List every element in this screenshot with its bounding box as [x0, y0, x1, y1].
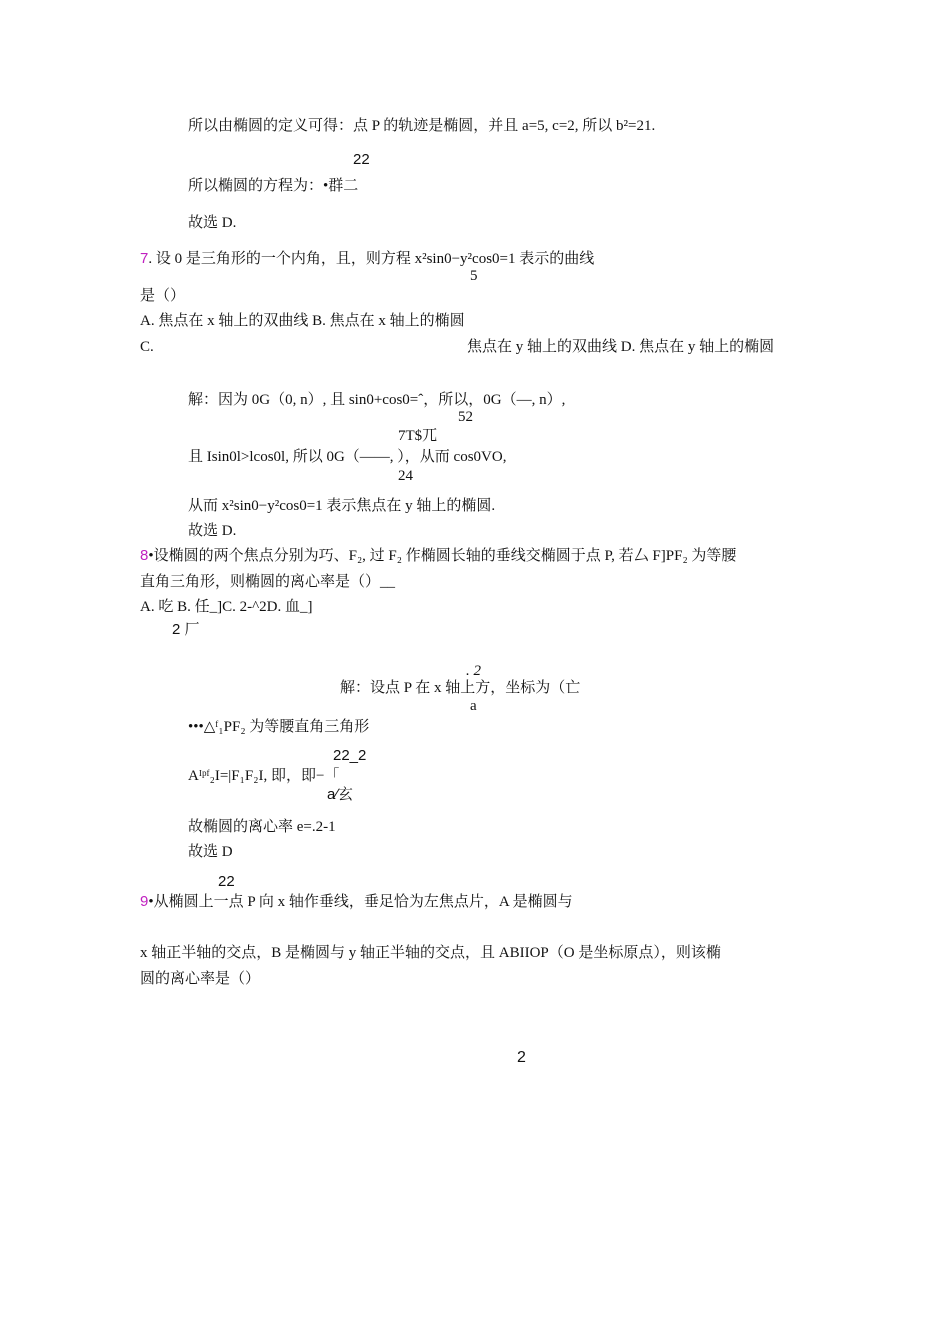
page-number: 2 — [517, 1049, 526, 1066]
question-number: 9 — [140, 893, 149, 910]
option-label: C. — [140, 339, 154, 355]
question-8 — [140, 547, 736, 565]
solution-line: 从而 x²sin0−y²cos0=1 表示焦点在 y 轴上的椭圆. — [188, 498, 496, 514]
solution-line: 且 Isin0l>lcos0l, 所以 0G（——, ），从而 cos0VO, — [188, 449, 507, 465]
text-line: 圆的离心率是（） — [140, 971, 261, 987]
question-number: 7 — [140, 250, 149, 267]
question-9 — [140, 893, 573, 911]
fraction-numerator: 7T$兀 — [398, 428, 438, 444]
solution-line: 解：设点 P 在 x 轴上方，坐标为（亡 — [340, 680, 581, 696]
question-7 — [140, 250, 594, 268]
answer-options: 焦点在 y 轴上的双曲线 D. 焦点在 y 轴上的椭圆 — [467, 339, 775, 355]
fraction-numerator: 22_2 — [333, 747, 367, 764]
solution-line: 故椭圆的离心率 e=.2-1 — [188, 819, 336, 835]
question-text: •设椭圆的两个焦点分别为巧、F₂, 过 F₂ 作椭圆长轴的垂线交椭圆于点 P, 若厶 F]PF₂ 为等腰 — [148, 548, 737, 564]
text-line: 是（） — [140, 288, 186, 304]
text-line: 所以由椭圆的定义可得：点 P 的轨迹是椭圆，并且 a=5, c=2, 所以 b²=21. — [188, 118, 656, 134]
question-text: •从椭圆上一点 P 向 x 轴作垂线，垂足恰为左焦点片，A 是椭圆与 — [148, 894, 573, 910]
fraction-denominator: 24 — [398, 468, 413, 484]
fraction-numerator: 22 — [218, 873, 235, 890]
answer-options: A. 焦点在 x 轴上的双曲线 B. 焦点在 x 轴上的椭圆 — [140, 313, 465, 329]
fraction-numerator: 22 — [353, 151, 370, 168]
solution-line: •••△ᶠ₁PF₂ 为等腰直角三角形 — [188, 719, 370, 735]
fraction-denominator: 52 — [458, 409, 473, 425]
fraction-denominator: a∕玄 — [327, 786, 353, 803]
text-line: 故选 D. — [188, 215, 237, 231]
question-number: 8 — [140, 547, 149, 564]
text-line: 所以椭圆的方程为：•群二 — [188, 178, 359, 194]
solution-line: 故选 D — [188, 844, 233, 860]
option-fragment: 2 厂 — [172, 621, 200, 638]
fraction-denominator: a — [470, 698, 477, 714]
question-text: . 设 0 是三角形的一个内角，且，则方程 x²sin0−y²cos0=1 表示的曲线 — [148, 251, 595, 267]
answer-options: A. 吃 B. 任_]C. 2-^2D. 血_] — [140, 599, 313, 615]
fraction-denominator: 5 — [470, 268, 478, 284]
solution-line: 解：因为 0G（0, n）, 且 sin0+cos0=ˆ，所以，0G（—, n）, — [188, 392, 566, 408]
solution-line: Aᴵᵖᶠ₂I=|F₁F₂I, 即，即−「 — [188, 768, 340, 784]
solution-line: 故选 D. — [188, 523, 237, 539]
fraction-numerator: . 2 — [466, 663, 481, 679]
text-line: 直角三角形，则椭圆的离心率是（）__ — [140, 574, 396, 590]
text-line: x 轴正半轴的交点，B 是椭圆与 y 轴正半轴的交点，且 ABIIOP（O 是坐标原点），则该椭 — [140, 945, 721, 961]
